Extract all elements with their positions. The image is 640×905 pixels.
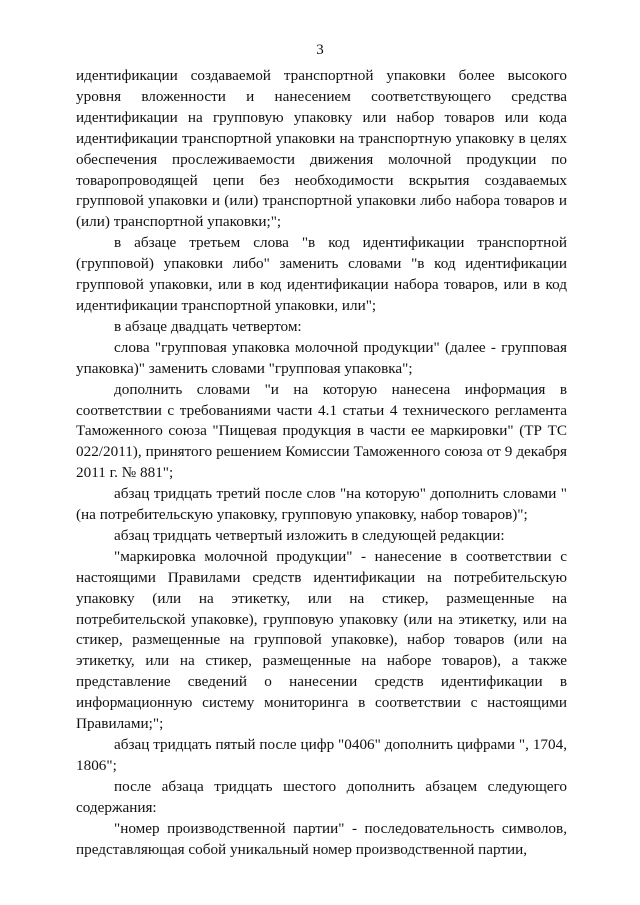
paragraph: дополнить словами "и на которую нанесена информация в соответствии с требованиями части 4.1 статьи 4 технического регламента Таможенного союза "Пищевая продукция в части ее маркировки" (ТР ТС 022/2011), принятого решением Комиссии Таможенного союза от 9 декабря 2011 г. № 881"; — [76, 380, 567, 482]
paragraph: в абзаце третьем слова "в код идентификации транспортной (групповой) упаковки либо" заменить словами "в код идентификации групповой упаковки, или в код идентификации набора товаров, или в код идентификации транспортной упаковки, или"; — [76, 234, 567, 314]
paragraph: абзац тридцать пятый после цифр "0406" дополнить цифрами ", 1704, 1806"; — [76, 736, 567, 774]
paragraph: в абзаце двадцать четвертом: — [114, 317, 302, 335]
paragraph: идентификации создаваемой транспортной упаковки более высокого уровня вложенности и нанесением соответствующего средства идентификации на групповую упаковку или набор товаров или кода идентификации транспортной упаковки на транспортную упаковку в целях обеспечения прослеживаемости движения молочной продукции по товаропроводящей цепи без необходимости вскрытия создаваемых групповой упаковки и (или) транспортной упаковки либо набора товаров и (или) транспортной упаковки;"; — [76, 67, 567, 231]
paragraph: абзац тридцать третий после слов "на которую" дополнить словами "(на потребительскую упаковку, групповую упаковку, набор товаров)"; — [76, 485, 567, 524]
document-body — [76, 66, 567, 860]
page-number: 3 — [316, 42, 324, 58]
paragraph: после абзаца тридцать шестого дополнить абзацем следующего содержания: — [76, 777, 567, 816]
paragraph: "маркировка молочной продукции" - нанесение в соответствии с настоящими Правилами средств идентификации на потребительскую упаковку (или на этикетку, или на стикер, размещенные на потребительской упаковке), групповую упаковку (или на этикетку, или на стикер, размещенные на групповой упаковке), набор товаров (или на этикетку, или на стикер, размещенные на наборе товаров), а также представление сведений о нанесении средств идентификации в информационную систему мониторинга в соответствии с настоящими Правилами;"; — [76, 547, 567, 733]
paragraph: абзац тридцать четвертый изложить в следующей редакции: — [114, 526, 505, 544]
paragraph: слова "групповая упаковка молочной продукции" (далее - групповая упаковка)" заменить словами "групповая упаковка"; — [76, 338, 567, 377]
paragraph: "номер производственной партии" - последовательность символов, представляющая собой уникальный номер производственной партии, — [76, 819, 567, 858]
